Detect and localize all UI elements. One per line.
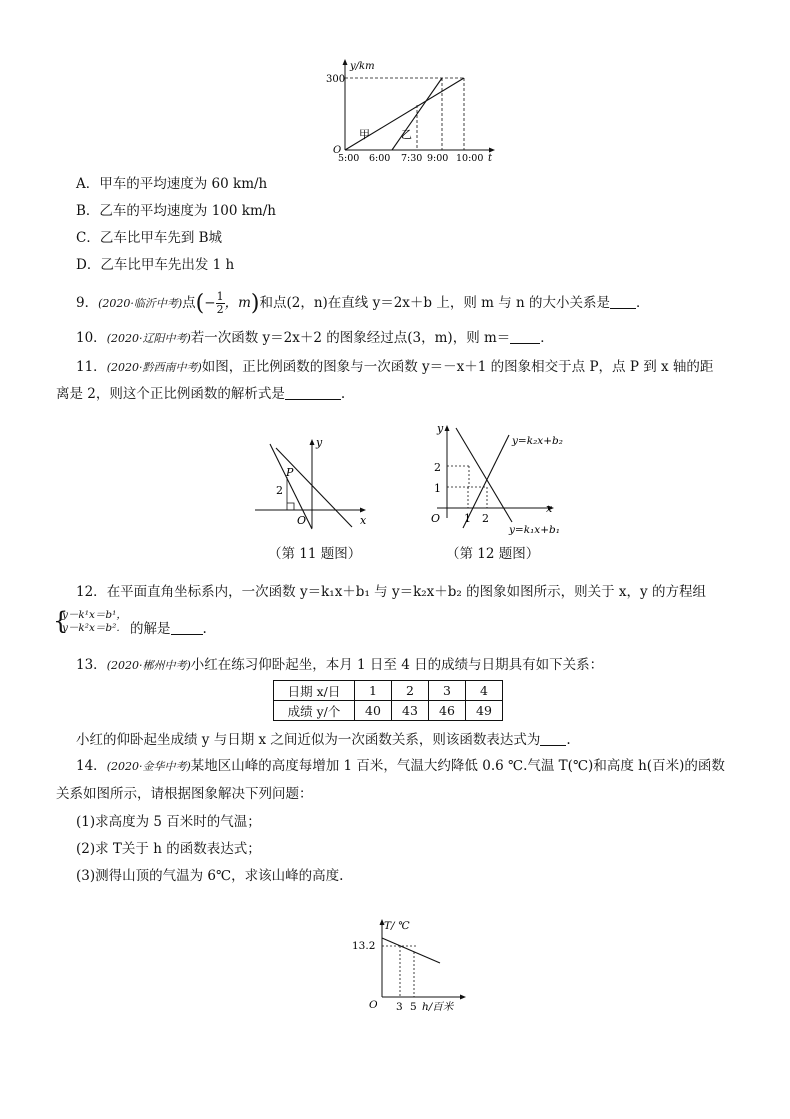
q12-tail-line [130,620,207,638]
y-tick-13-2: 13.2 [352,940,376,952]
q11-text-cont: 离是 2，则这个正比例函数的解析式是 [56,386,285,402]
label-jia: 甲 [359,128,370,141]
table-header-date: 日期 x/日 [274,681,355,701]
question-14 [76,757,725,776]
label-x: x [546,502,553,515]
y-axis-arrow [445,425,450,431]
label-yi: 乙 [401,128,412,141]
label-1: 1 [434,482,441,495]
label-y: y [437,422,444,435]
q8-option-b: B．乙车的平均速度为 100 km/h [76,203,276,219]
x-axis-arrow [360,508,366,513]
question-11 [76,358,713,377]
distance-time-graph [325,55,500,165]
q12-eq1: y－k¹x＝b¹， [62,609,127,621]
q9-fraction [216,291,225,316]
table-cell: 49 [466,701,503,721]
q12-eq2: y－k²x＝b². [62,622,120,634]
x-tick-500: 5:00 [338,153,360,164]
q11-end: . [340,386,346,402]
question-9 [76,291,650,315]
table-row [274,681,503,701]
label-x1: 1 [464,512,471,525]
label-2: 2 [276,484,283,497]
figure-11 [250,432,380,532]
y-tick-300: 300 [326,74,346,85]
q12-answer-blank[interactable] [171,621,203,635]
q8-option-a: A．甲车的平均速度为 60 km/h [76,176,268,192]
q9-text1: 点 [182,295,196,311]
table-cell: 4 [466,681,503,701]
q11-answer-blank[interactable] [285,386,341,400]
q10-source: (2020·辽阳中考) [106,332,191,345]
q8-option-c: C．乙车比甲车先到 B城 [76,230,223,246]
table-cell: 3 [429,681,466,701]
table-cell: 40 [355,701,392,721]
q9-neg: − [204,295,216,311]
q9-text2: 和点(2，n)在直线 y＝2x＋b 上，则 m 与 n 的大小关系是 [259,295,611,311]
q10-number: 10． [76,330,107,346]
x-tick-5: 5 [410,1001,417,1013]
y-axis-label: y/km [350,61,375,72]
x-tick-3: 3 [396,1001,403,1013]
q13-text: 小红在练习仰卧起坐，本月 1 日至 4 日的成绩与日期具有如下关系： [190,657,604,673]
figure-12 [425,418,590,540]
question-13-after [76,731,571,749]
label-O: O [297,514,307,527]
question-14-cont: 关系如图所示，请根据图象解决下列问题： [56,786,313,802]
table-cell: 46 [429,701,466,721]
q12-text: 在平面直角坐标系内，一次函数 y＝k₁x＋b₁ 与 y＝k₂x＋b₂ 的图象如图所示，则关于 x，y 的方程组 [106,584,706,600]
q13-end: . [566,732,571,748]
q10-text: 若一次函数 y＝2x＋2 的图象经过点(3，m)，则 m＝ [190,330,511,346]
q9-answer-blank[interactable] [610,295,636,309]
q8-option-d: D．乙车比甲车先出发 1 h [76,257,235,273]
q12-number: 12． [76,584,107,600]
question-11-cont [56,385,345,403]
q9-source: (2020·临沂中考) [98,297,183,310]
label-y: y [316,436,323,449]
q14-sub3: (3)测得山顶的气温为 6℃，求该山峰的高度. [76,868,344,884]
q9-comma-m: ，m [224,295,251,311]
q11-text: 如图，正比例函数的图象与一次函数 y＝－x＋1 的图象相交于点 P，点 P 到 x 轴的距 [201,359,714,375]
figure-12-caption: （第 12 题图） [446,546,540,562]
label-O: O [431,512,441,525]
table-header-score: 成绩 y/个 [274,701,355,721]
h-label: h/百米 [422,1001,454,1013]
q14-sub2: (2)求 T关于 h 的函数表达式； [76,841,261,857]
q13-source: (2020·郴州中考) [106,659,191,672]
q13-answer-blank[interactable] [540,732,566,746]
t-axis-label: t [488,153,493,164]
label-line1: y=k₁x+b₁ [509,524,560,536]
q14-source: (2020·金华中考) [106,760,191,773]
q13-after: 小红的仰卧起坐成绩 y 与日期 x 之间近似为一次函数关系，则该函数表达式为 [76,732,541,748]
label-line2: y=k₂x+b₂ [512,435,563,447]
T-label: T/ ℃ [384,920,410,932]
temperature-height-graph [350,915,475,1015]
h-axis-arrow [460,995,466,1000]
line-yi [392,78,442,150]
label-P: P [286,466,294,479]
q12-end: . [202,621,207,637]
question-12 [76,583,706,601]
y-axis-arrow [343,59,348,65]
label-x2: 2 [482,512,489,525]
q9-frac-den: 2 [216,303,224,316]
figure-11-caption: （第 11 题图） [268,546,362,562]
q14-sub1: (1)求高度为 5 百米时的气温； [76,814,261,830]
table-cell: 1 [355,681,392,701]
q10-end: ． [540,330,554,346]
score-table [273,680,503,721]
table-cell: 43 [392,701,429,721]
q10-answer-blank[interactable] [510,330,540,344]
table-row [274,701,503,721]
label-2: 2 [434,461,441,474]
temperature-line [382,938,440,963]
x-tick-1000: 10:00 [456,153,484,164]
q13-number: 13． [76,657,107,673]
origin: O [333,145,342,156]
origin: O [369,999,378,1011]
q9-frac-num: 1 [216,290,224,303]
right-angle-mark [287,503,294,510]
q9-paren-close: ) [250,291,260,316]
label-x: x [360,514,367,527]
q12-tail: 的解是 [130,621,171,637]
q14-number: 14． [76,758,107,774]
q11-source: (2020·黔西南中考) [106,361,202,374]
q11-number: 11． [76,359,107,375]
x-tick-600: 6:00 [369,153,391,164]
q9-number: 9． [76,295,99,311]
q9-paren-open: ( [195,291,205,316]
question-13 [76,656,603,675]
question-10 [76,329,554,348]
q12-brace: { [53,607,69,635]
t-axis-arrow [489,148,495,153]
x-tick-900: 9:00 [427,153,449,164]
q14-text: 某地区山峰的高度每增加 1 百米，气温大约降低 0.6 ℃.气温 T(℃)和高度 h(百米)的函数 [190,758,725,774]
x-tick-730: 7:30 [401,153,423,164]
table-cell: 2 [392,681,429,701]
y-axis-arrow [310,439,315,445]
q9-end: ． [636,295,650,311]
